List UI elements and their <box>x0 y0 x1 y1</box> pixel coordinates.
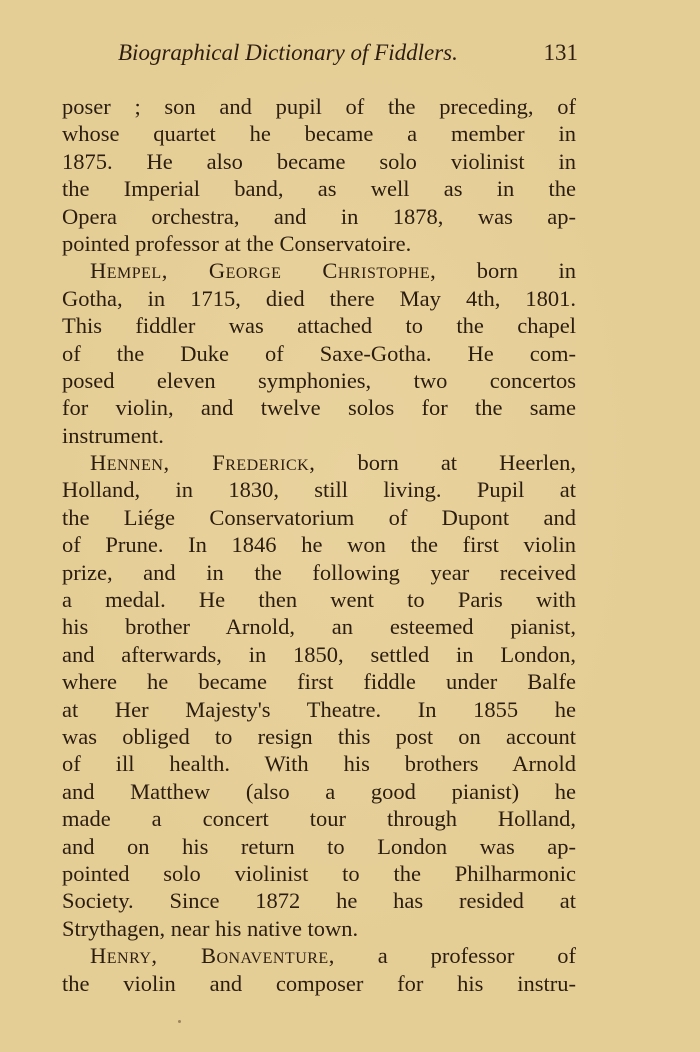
line-text: Gotha, in 1715, died there May 4th, 1801. <box>62 285 576 311</box>
text-line <box>62 93 576 120</box>
text-line <box>62 531 576 558</box>
page-number: 131 <box>543 40 578 65</box>
text-line <box>62 750 576 777</box>
line-text: a professor of <box>334 943 576 969</box>
running-head-title: Biographical Dictionary of Fiddlers. <box>118 40 458 65</box>
text-line <box>62 120 576 147</box>
text-line <box>62 613 576 640</box>
text-line <box>62 970 576 997</box>
entry-name: Hempel, George Christophe, <box>90 258 437 284</box>
text-line <box>62 586 576 613</box>
line-text: Holland, in 1830, still living. Pupil at <box>62 477 576 503</box>
line-text: Society. Since 1872 he has resided at <box>62 888 576 914</box>
text-line <box>62 559 576 586</box>
entry-heading-line <box>62 449 576 476</box>
text-line <box>62 696 576 723</box>
line-text: and afterwards, in 1850, settled in London, <box>62 641 576 667</box>
text-line <box>62 860 576 887</box>
text-line <box>62 340 576 367</box>
line-text: pointed solo violinist to the Philharmonic <box>62 860 576 886</box>
text-line <box>62 668 576 695</box>
text-line <box>62 394 576 421</box>
text-line <box>62 230 576 257</box>
entry-heading-line <box>62 942 576 969</box>
line-text: made a concert tour through Holland, <box>62 806 576 832</box>
line-text: of ill health. With his brothers Arnold <box>62 751 576 777</box>
text-line <box>62 778 576 805</box>
line-text: and on his return to London was ap- <box>62 833 576 859</box>
line-text: Strythagen, near his native town. <box>62 915 359 941</box>
text-line <box>62 203 576 230</box>
text-line <box>62 175 576 202</box>
text-line <box>62 805 576 832</box>
text-line <box>62 887 576 914</box>
line-text: was obliged to resign this post on account <box>62 723 576 749</box>
text-line <box>62 367 576 394</box>
text-line <box>62 148 576 175</box>
line-text: This fiddler was attached to the chapel <box>62 313 576 339</box>
text-line <box>62 312 576 339</box>
line-text: pointed professor at the Conservatoire. <box>62 230 412 256</box>
text-line <box>62 504 576 531</box>
line-text: for violin, and twelve solos for the same <box>62 395 576 421</box>
text-line <box>62 476 576 503</box>
line-text: whose quartet he became a member in <box>62 121 576 147</box>
body-text <box>62 93 576 997</box>
line-text: his brother Arnold, an esteemed pianist, <box>62 614 576 640</box>
line-text: a medal. He then went to Paris with <box>62 587 576 613</box>
text-line <box>62 285 576 312</box>
running-head <box>118 36 578 70</box>
line-text: and Matthew (also a good pianist) he <box>62 778 576 804</box>
line-text: at Her Majesty's Theatre. In 1855 he <box>62 696 576 722</box>
line-text: prize, and in the following year received <box>62 559 576 585</box>
line-text: instrument. <box>62 422 164 448</box>
text-line <box>62 723 576 750</box>
line-text: poser ; son and pupil of the preceding, of <box>62 94 576 119</box>
paper-speck <box>178 1020 181 1023</box>
line-text: of Prune. In 1846 he won the first violin <box>62 532 576 558</box>
line-text: 1875. He also became solo violinist in <box>62 148 576 174</box>
entry-name: Hennen, Frederick, <box>90 450 316 476</box>
line-text: posed eleven symphonies, two concertos <box>62 367 576 393</box>
entry-heading-line <box>62 257 576 284</box>
entry-name: Henry, Bonaventure, <box>90 943 335 969</box>
line-text: the Imperial band, as well as in the <box>62 176 576 202</box>
line-text: where he became first fiddle under Balfe <box>62 669 576 695</box>
line-text: born at Heerlen, <box>315 450 576 476</box>
line-text: Opera orchestra, and in 1878, was ap- <box>62 203 576 229</box>
text-line <box>62 833 576 860</box>
text-line <box>62 641 576 668</box>
line-text: born in <box>436 258 576 284</box>
text-line <box>62 915 576 942</box>
line-text: the Liége Conservatorium of Dupont and <box>62 504 576 530</box>
text-line <box>62 422 576 449</box>
line-text: of the Duke of Saxe-Gotha. He com- <box>62 340 576 366</box>
line-text: the violin and composer for his instru- <box>62 970 576 996</box>
